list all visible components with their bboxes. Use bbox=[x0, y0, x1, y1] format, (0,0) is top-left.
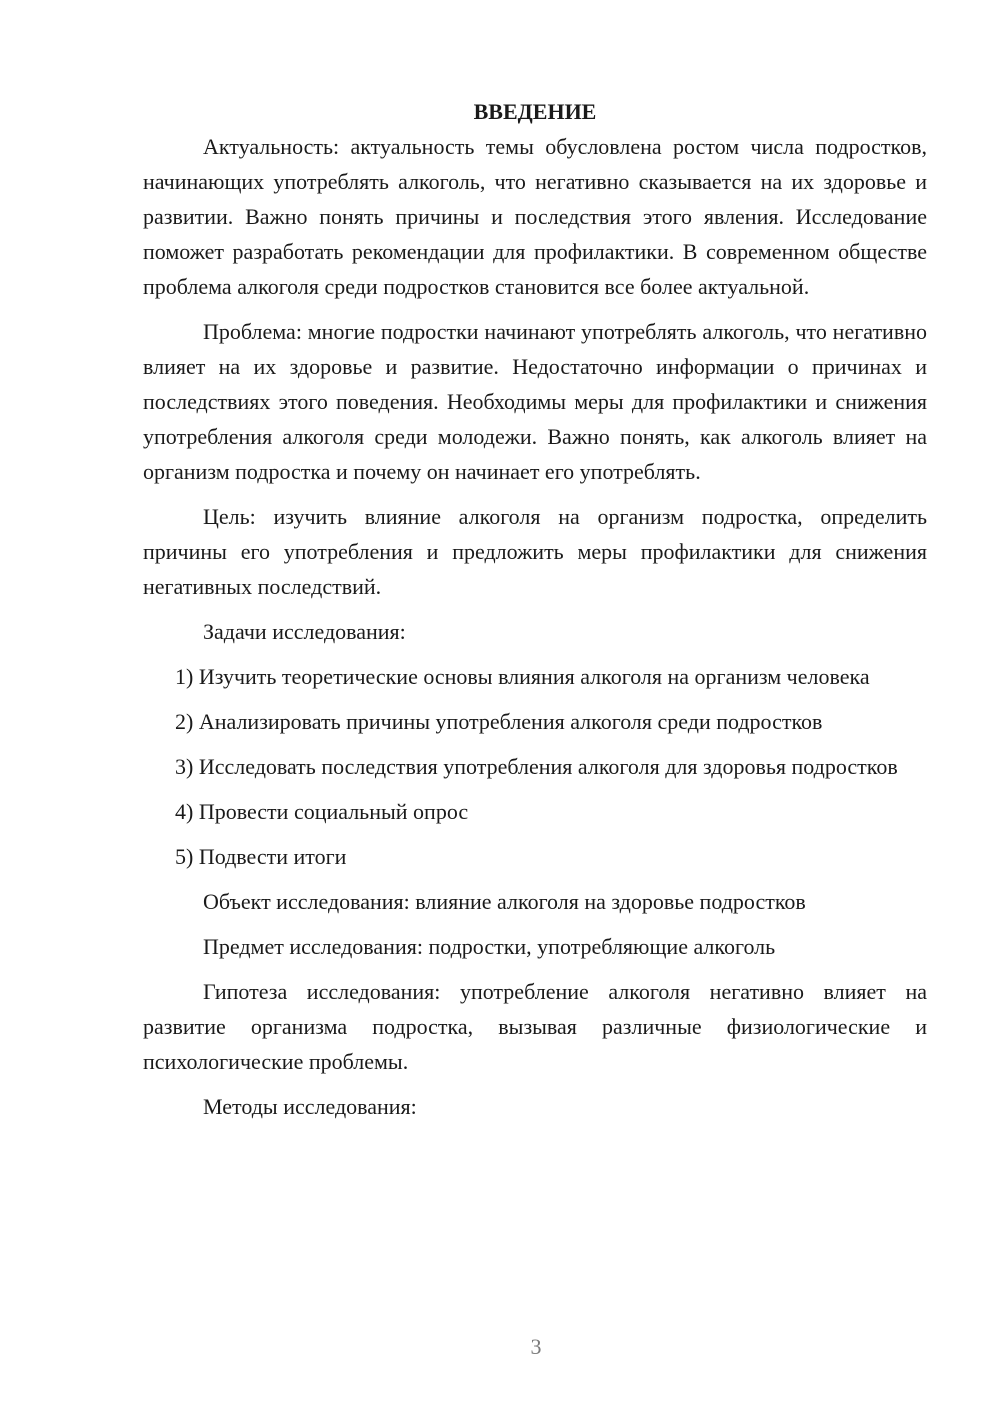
object-paragraph: Объект исследования: влияние алкоголя на здоровье подростков bbox=[203, 889, 806, 914]
task-item: 5) Подвести итоги bbox=[175, 844, 347, 869]
goal-paragraph: Цель: изучить влияние алкоголя на организм подростка, определить причины его употребления и предложить меры профилактики для снижения негативных последствий. bbox=[143, 504, 927, 599]
methods-heading: Методы исследования: bbox=[203, 1094, 417, 1119]
page-title: ВВЕДЕНИЕ bbox=[473, 99, 597, 124]
relevance-paragraph: Актуальность: актуальность темы обусловлена ростом числа подростков, начинающих употреблять алкоголь, что негативно сказывается на их здоровье и развитии. Важно понять причины и последствия этого явления. Исследование поможет разработать рекомендации для профилактики. В современном обществе проблема алкоголя среди подростков становится все более актуальной. bbox=[143, 134, 927, 299]
hypothesis-paragraph: Гипотеза исследования: употребление алкоголя негативно влияет на развитие организма подростка, вызывая различные физиологические и психологические проблемы. bbox=[143, 979, 927, 1074]
subject-paragraph: Предмет исследования: подростки, употребляющие алкоголь bbox=[203, 934, 776, 959]
page-content bbox=[143, 94, 927, 1124]
page-number: 3 bbox=[530, 1334, 542, 1359]
task-item: 1) Изучить теоретические основы влияния алкоголя на организм человека bbox=[175, 664, 870, 689]
task-item: 3) Исследовать последствия употребления алкоголя для здоровья подростков bbox=[175, 754, 898, 779]
task-item: 2) Анализировать причины употребления алкоголя среди подростков bbox=[175, 709, 823, 734]
tasks-heading: Задачи исследования: bbox=[203, 619, 406, 644]
problem-paragraph: Проблема: многие подростки начинают употреблять алкоголь, что негативно влияет на их здоровье и развитие. Недостаточно информации о причинах и последствиях этого поведения. Необходимы меры для профилактики и снижения употребления алкоголя среди молодежи. Важно понять, как алкоголь влияет на организм подростка и почему он начинает его употреблять. bbox=[143, 319, 927, 484]
task-item: 4) Провести социальный опрос bbox=[175, 799, 469, 824]
